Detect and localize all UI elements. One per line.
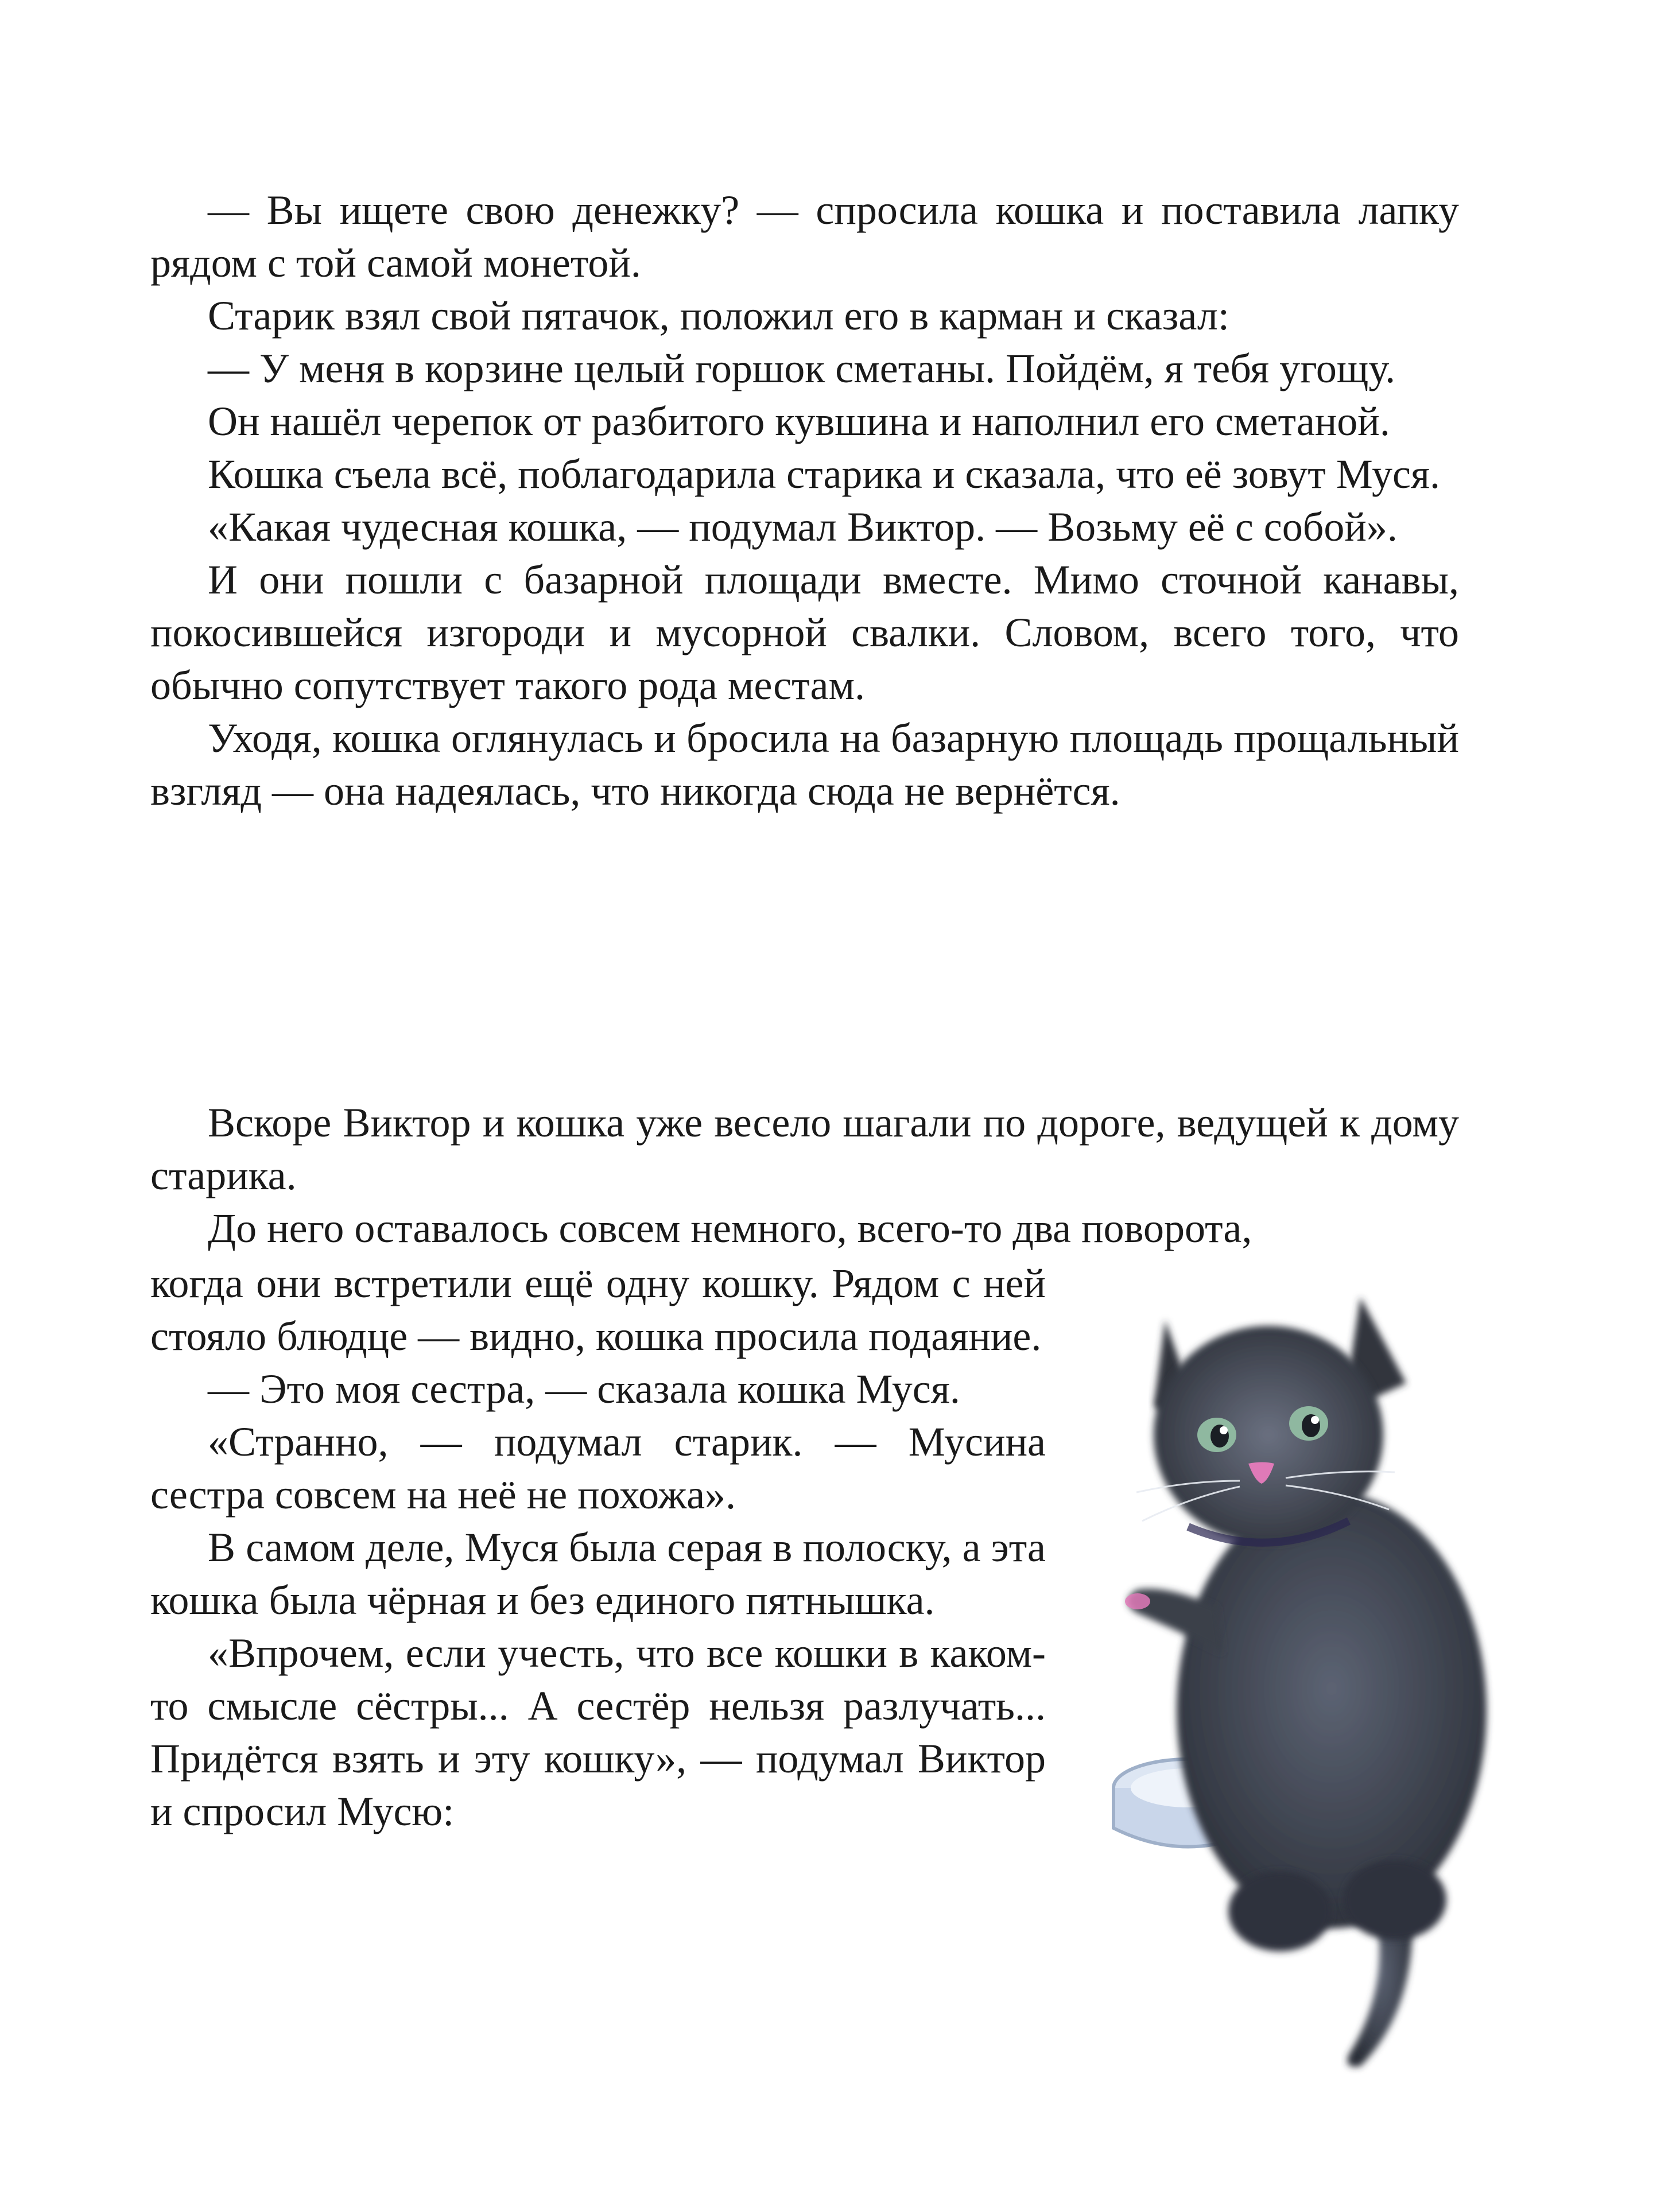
- paragraph: Вскоре Виктор и кошка уже весело шагали по дороге, ведущей к дому старика.: [150, 1100, 1459, 1198]
- paragraph: «Странно, — подумал старик. — Мусина сестра совсем на неё не похожа».: [150, 1419, 1046, 1518]
- text-block-middle: [150, 1096, 1459, 1255]
- paragraph: До него оставалось совсем немного, всего-то два поворота,: [208, 1205, 1252, 1251]
- paragraph: «Впрочем, если учесть, что все кошки в каком-то смысле сёстры... А сестёр нельзя разлучать... Придётся взять и эту кошку», — подумал Виктор и спросил Мусю:: [150, 1630, 1046, 1834]
- paragraph: — Вы ищете свою денежку? — спросила кошка и поставила лапку рядом с той самой монетой.: [150, 187, 1459, 286]
- text-block-bottom: [150, 1257, 1046, 1838]
- kitten-icon: [1073, 1263, 1578, 2078]
- paragraph: «Какая чудесная кошка, — подумал Виктор. — Возьму её с собой».: [208, 504, 1398, 550]
- paragraph: Он нашёл черепок от разбитого кувшина и наполнил его сметаной.: [208, 398, 1390, 444]
- paragraph: В самом деле, Муся была серая в полоску, а эта кошка была чёрная и без единого пятнышка.: [150, 1524, 1046, 1623]
- paragraph: Уходя, кошка оглянулась и бросила на базарную площадь прощальный взгляд — она надеялась, что никогда сюда не вернётся.: [150, 715, 1459, 814]
- paragraph: И они пошли с базарной площади вместе. Мимо сточной канавы, покосившейся изгороди и мусорной свалки. Словом, всего того, что обычно сопутствует такого рода местам.: [150, 557, 1459, 708]
- paragraph: Кошка съела всё, поблагодарила старика и сказала, что её зовут Муся.: [208, 451, 1441, 497]
- paragraph: Старик взял свой пятачок, положил его в карман и сказал:: [208, 293, 1229, 339]
- paragraph: — У меня в корзине целый горшок сметаны. Пойдём, я тебя угощу.: [208, 346, 1396, 391]
- text-block-top: [150, 184, 1459, 817]
- paragraph: — Это моя сестра, — сказала кошка Муся.: [208, 1366, 960, 1412]
- paragraph: когда они встретили ещё одну кошку. Рядом с ней стояло блюдце — видно, кошка просила подаяние.: [150, 1260, 1046, 1359]
- kitten-illustration: [1073, 1263, 1578, 2078]
